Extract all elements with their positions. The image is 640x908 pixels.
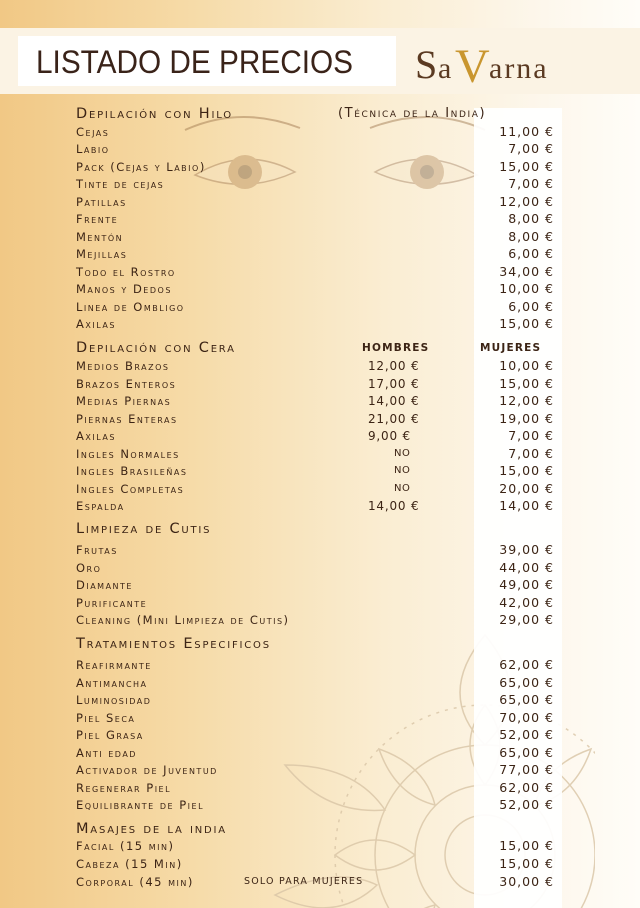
section-note: (Técnica de la India) xyxy=(338,106,487,121)
service-name: Mejillas xyxy=(76,247,128,262)
service-name: Facial (15 min) xyxy=(76,839,175,853)
section-title: Tratamientos Especificos xyxy=(76,636,271,652)
section-heading-hilo xyxy=(76,104,566,124)
price-row xyxy=(76,316,556,332)
service-name: Pack (Cejas y Labio) xyxy=(76,159,206,174)
section-title: Depilación con Hilo xyxy=(76,106,233,122)
service-name: Cabeza (15 Min) xyxy=(76,857,183,871)
service-price: 62,00 € xyxy=(499,779,554,795)
service-price: 65,00 € xyxy=(499,692,554,707)
service-name: Cejas xyxy=(76,125,110,139)
service-name: Corporal (45 min) xyxy=(76,875,194,889)
women-price: 15,00 € xyxy=(499,463,554,478)
price-row xyxy=(76,498,556,514)
service-price: 77,00 € xyxy=(499,762,554,777)
price-row xyxy=(76,229,556,245)
men-price: NO xyxy=(394,465,411,476)
men-price: NO xyxy=(394,482,411,494)
section-title: Depilación con Cera xyxy=(76,340,236,356)
service-price: 15,00 € xyxy=(499,838,554,853)
price-row xyxy=(76,281,556,297)
service-name: Piel Grasa xyxy=(76,728,144,742)
service-name: Oro xyxy=(76,560,102,575)
price-row xyxy=(76,463,556,479)
service-name: Patillas xyxy=(76,194,127,209)
service-name: Espalda xyxy=(76,499,125,513)
service-name: Antimancha xyxy=(76,675,148,690)
page-title: LISTADO DE PRECIOS xyxy=(36,44,353,80)
price-row xyxy=(76,428,556,444)
service-name: Piernas Enteras xyxy=(76,411,178,426)
section-heading-masajes xyxy=(76,819,566,839)
service-name: Axilas xyxy=(76,429,116,443)
svg-text:arna: arna xyxy=(489,52,549,85)
service-price: 34,00 € xyxy=(499,263,554,279)
service-price: 6,00 € xyxy=(508,298,554,314)
service-price: 15,00 € xyxy=(499,315,554,331)
price-row xyxy=(76,710,556,726)
price-row xyxy=(76,780,556,796)
service-price: 52,00 € xyxy=(499,797,554,812)
men-price: 14,00 € xyxy=(368,499,420,513)
service-price: 8,00 € xyxy=(508,228,554,244)
section-heading-cutis xyxy=(76,519,566,539)
service-price: 11,00 € xyxy=(499,124,554,139)
service-name: Purificante xyxy=(76,595,148,610)
section-heading-cera xyxy=(76,338,566,358)
service-name: Brazos Enteros xyxy=(76,376,177,391)
service-price: 6,00 € xyxy=(508,246,554,262)
price-row xyxy=(76,762,556,778)
women-price: 7,00 € xyxy=(508,445,554,461)
service-name: Activador de Juventud xyxy=(76,763,218,777)
women-price: 20,00 € xyxy=(499,480,554,496)
service-price: 42,00 € xyxy=(499,594,554,610)
service-name: Todo el Rostro xyxy=(76,264,176,279)
price-row xyxy=(76,727,556,743)
service-name: Ingles Normales xyxy=(76,446,180,461)
service-name: Ingles Completas xyxy=(76,481,185,496)
service-name: Ingles Brasileñas xyxy=(76,464,188,478)
service-name: Equilibrante de Piel xyxy=(76,798,205,812)
section-heading-tratamientos xyxy=(76,634,566,654)
women-price: 10,00 € xyxy=(499,358,554,373)
price-row xyxy=(76,246,556,262)
service-name: Medios Brazos xyxy=(76,359,170,373)
column-header-women: MUJERES xyxy=(480,342,542,354)
men-price: 14,00 € xyxy=(368,394,420,408)
service-price: 44,00 € xyxy=(499,559,554,575)
price-row xyxy=(76,299,556,315)
price-row xyxy=(76,411,556,427)
service-price: 7,00 € xyxy=(508,176,554,192)
service-name: Manos y Dedos xyxy=(76,282,172,297)
price-row xyxy=(76,176,556,192)
service-name: Diamante xyxy=(76,578,133,592)
section-title: Limpieza de Cutis xyxy=(76,521,212,537)
price-row xyxy=(76,874,556,890)
service-name: Axilas xyxy=(76,316,116,331)
men-price: 12,00 € xyxy=(368,359,420,373)
service-name: Tinte de cejas xyxy=(76,177,165,192)
price-row xyxy=(76,159,556,175)
women-price: 12,00 € xyxy=(499,393,554,408)
price-row xyxy=(76,692,556,708)
service-price: 70,00 € xyxy=(499,709,554,725)
men-price: 21,00 € xyxy=(368,411,420,426)
service-name: Frutas xyxy=(76,543,118,557)
service-name: Mentón xyxy=(76,229,124,244)
price-row xyxy=(76,211,556,227)
service-price: 30,00 € xyxy=(499,874,554,889)
price-row xyxy=(76,194,556,210)
price-row xyxy=(76,856,556,872)
service-price: 29,00 € xyxy=(499,612,554,627)
service-name: Medias Piernas xyxy=(76,394,172,408)
price-row xyxy=(76,657,556,673)
service-price: 15,00 € xyxy=(499,856,554,871)
service-name: Labio xyxy=(76,142,110,157)
svg-text:S: S xyxy=(415,42,438,87)
price-row xyxy=(76,560,556,576)
women-price: 7,00 € xyxy=(508,428,554,443)
service-name: Cleaning (Mini Limpieza de Cutis) xyxy=(76,613,290,627)
service-name: Luminosidad xyxy=(76,693,152,707)
service-price: 15,00 € xyxy=(499,158,554,174)
service-price: 52,00 € xyxy=(499,727,554,742)
price-row xyxy=(76,745,556,761)
service-name: Frente xyxy=(76,212,119,227)
column-header-men: HOMBRES xyxy=(362,342,430,354)
price-row xyxy=(76,124,556,140)
women-price: 15,00 € xyxy=(499,375,554,391)
service-price: 65,00 € xyxy=(499,674,554,690)
price-row xyxy=(76,141,556,157)
price-row xyxy=(76,577,556,593)
savarna-logo xyxy=(415,38,600,88)
price-row xyxy=(76,675,556,691)
men-price: 9,00 € xyxy=(368,429,411,443)
svg-text:a: a xyxy=(438,52,452,85)
service-price: 10,00 € xyxy=(499,281,554,297)
price-row xyxy=(76,376,556,392)
service-name: Linea de Ombligo xyxy=(76,299,185,314)
section-title: Masajes de la india xyxy=(76,821,227,837)
price-row xyxy=(76,393,556,409)
price-row xyxy=(76,264,556,280)
service-name: Regenerar Piel xyxy=(76,780,172,795)
service-note: SOLO PARA MUJERES xyxy=(244,876,364,887)
service-price: 39,00 € xyxy=(499,542,554,557)
svg-text:V: V xyxy=(455,40,490,88)
men-price: NO xyxy=(394,447,411,459)
service-price: 49,00 € xyxy=(499,577,554,592)
price-row xyxy=(76,595,556,611)
price-row xyxy=(76,446,556,462)
price-row xyxy=(76,612,556,628)
service-name: Reafirmante xyxy=(76,658,152,672)
women-price: 14,00 € xyxy=(499,498,554,513)
service-price: 8,00 € xyxy=(508,211,554,227)
service-price: 65,00 € xyxy=(499,744,554,760)
men-price: 17,00 € xyxy=(368,376,420,391)
service-name: Anti edad xyxy=(76,745,137,760)
price-row xyxy=(76,358,556,374)
price-row xyxy=(76,797,556,813)
service-price: 7,00 € xyxy=(508,141,554,157)
service-price: 62,00 € xyxy=(499,657,554,672)
women-price: 19,00 € xyxy=(499,410,554,426)
service-price: 12,00 € xyxy=(499,193,554,209)
price-row xyxy=(76,542,556,558)
price-row xyxy=(76,838,556,854)
price-row xyxy=(76,481,556,497)
service-name: Piel Seca xyxy=(76,710,136,725)
